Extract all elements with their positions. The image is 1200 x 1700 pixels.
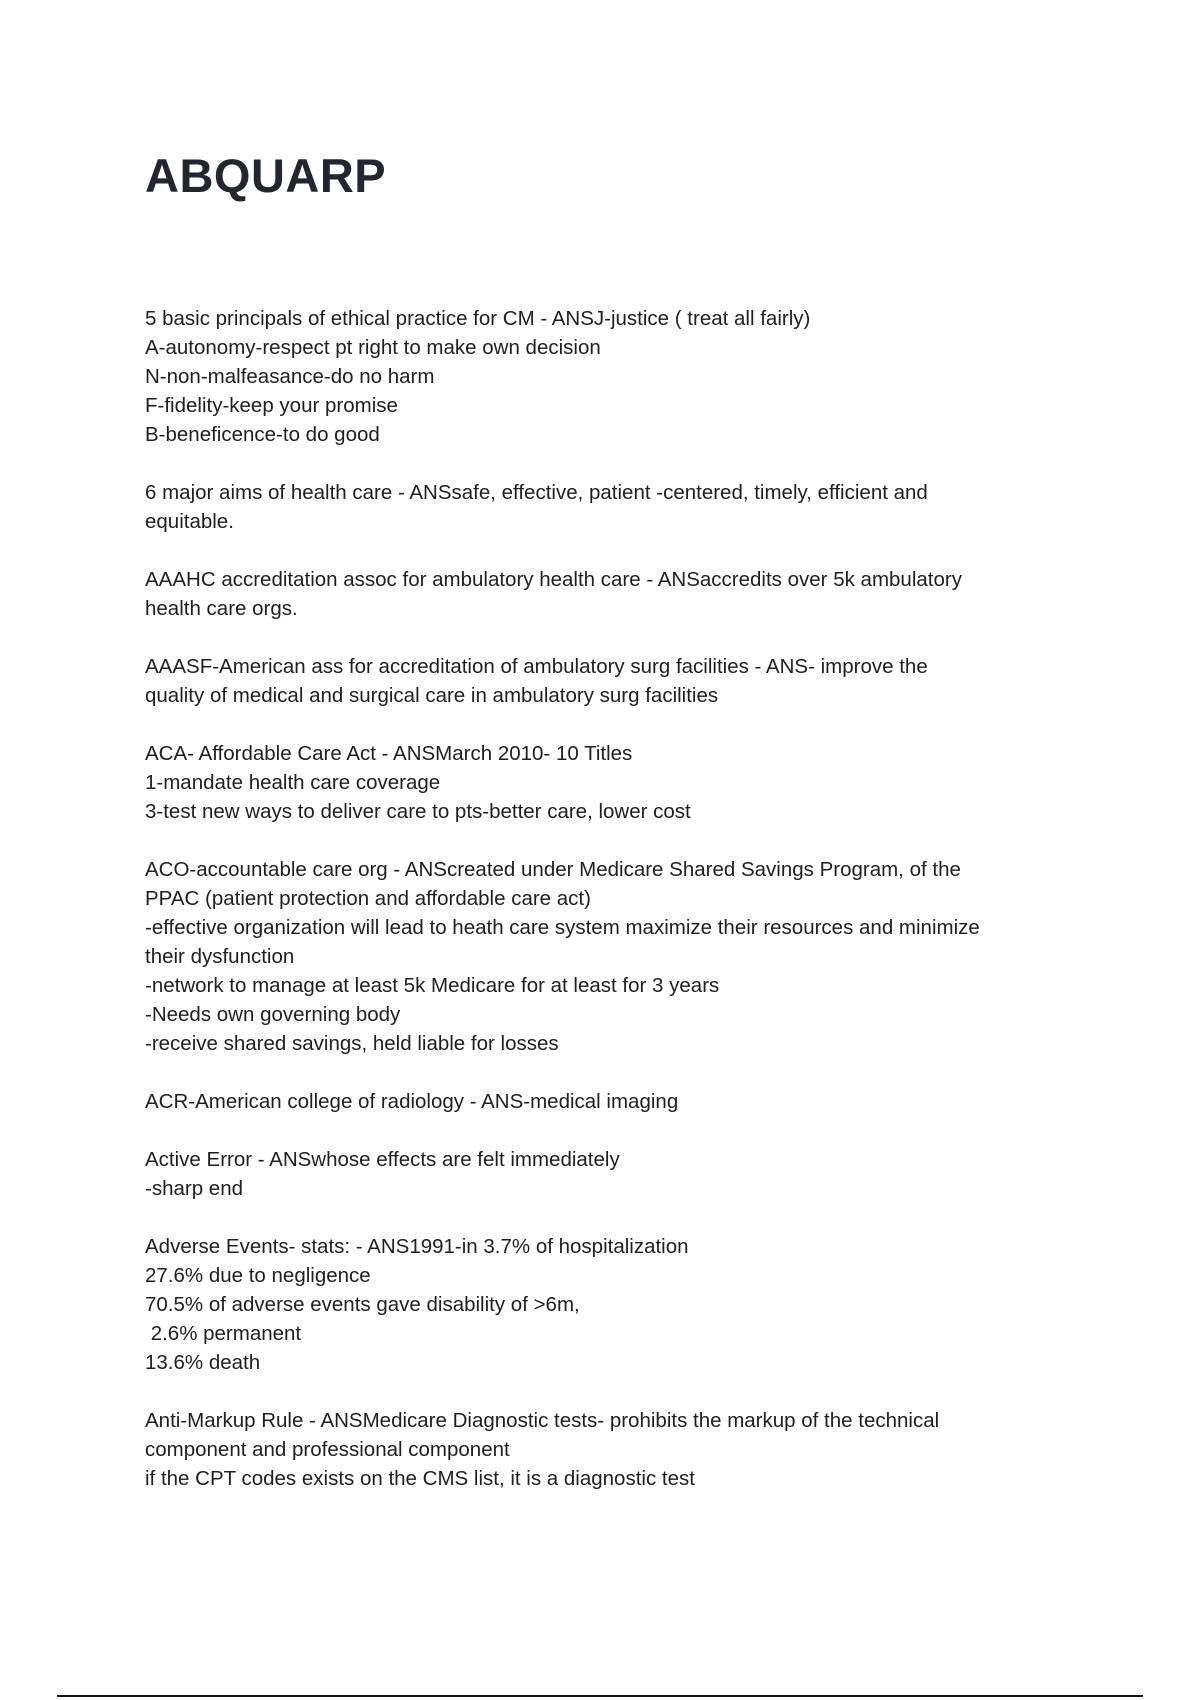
- entry-detail-line: B-beneficence-to do good: [145, 423, 380, 446]
- entry-detail-line: health care orgs.: [145, 597, 298, 620]
- page-title: ABQUARP: [145, 149, 387, 202]
- entry-detail-line: 3-test new ways to deliver care to pts-better care, lower cost: [145, 800, 691, 823]
- entry-term-line: 5 basic principals of ethical practice for CM - ANSJ-justice ( treat all fairly): [145, 307, 811, 330]
- entry-detail-line: 27.6% due to negligence: [145, 1264, 371, 1287]
- entry-detail-line: A-autonomy-respect pt right to make own decision: [145, 336, 601, 359]
- flashcard-entry: [145, 1406, 1065, 1493]
- entry-detail-line: if the CPT codes exists on the CMS list, it is a diagnostic test: [145, 1467, 695, 1490]
- entry-term-line: Anti-Markup Rule - ANSMedicare Diagnostic tests- prohibits the markup of the technical: [145, 1409, 940, 1432]
- entry-detail-line: their dysfunction: [145, 945, 295, 968]
- entry-term-line: ACR-American college of radiology - ANS-medical imaging: [145, 1090, 679, 1113]
- entry-detail-line: component and professional component: [145, 1438, 510, 1461]
- document-body: [145, 304, 1065, 1522]
- entry-detail-line: quality of medical and surgical care in ambulatory surg facilities: [145, 684, 719, 707]
- entry-detail-line: N-non-malfeasance-do no harm: [145, 365, 435, 388]
- entry-detail-line: -Needs own governing body: [145, 1003, 401, 1026]
- flashcard-entry: [145, 1087, 1065, 1116]
- entry-term-line: AAASF-American ass for accreditation of ambulatory surg facilities - ANS- improve the: [145, 655, 928, 678]
- entry-detail-line: -network to manage at least 5k Medicare for at least for 3 years: [145, 974, 720, 997]
- flashcard-entry: [145, 1145, 1065, 1203]
- flashcard-entry: [145, 478, 1065, 536]
- flashcard-entry: [145, 1232, 1065, 1377]
- entry-detail-line: 2.6% permanent: [145, 1322, 302, 1345]
- flashcard-entry: [145, 652, 1065, 710]
- entry-term-line: ACA- Affordable Care Act - ANSMarch 2010- 10 Titles: [145, 742, 633, 765]
- entry-detail-line: 70.5% of adverse events gave disability of >6m,: [145, 1293, 580, 1316]
- entry-detail-line: F-fidelity-keep your promise: [145, 394, 398, 417]
- entry-detail-line: 13.6% death: [145, 1351, 261, 1374]
- entry-term-line: ACO-accountable care org - ANScreated under Medicare Shared Savings Program, of the: [145, 858, 961, 881]
- flashcard-entry: [145, 739, 1065, 826]
- page-bottom-divider: [57, 1695, 1143, 1697]
- flashcard-entry: [145, 565, 1065, 623]
- entry-detail-line: -sharp end: [145, 1177, 244, 1200]
- entry-detail-line: 1-mandate health care coverage: [145, 771, 441, 794]
- entry-detail-line: -receive shared savings, held liable for losses: [145, 1032, 559, 1055]
- entry-term-line: Active Error - ANSwhose effects are felt immediately: [145, 1148, 620, 1171]
- entry-detail-line: equitable.: [145, 510, 234, 533]
- entry-term-line: 6 major aims of health care - ANSsafe, effective, patient -centered, timely, efficient and: [145, 481, 928, 504]
- flashcard-entry: [145, 304, 1065, 449]
- entry-term-line: Adverse Events- stats: - ANS1991-in 3.7% of hospitalization: [145, 1235, 689, 1258]
- entry-detail-line: PPAC (patient protection and affordable care act): [145, 887, 591, 910]
- flashcard-entry: [145, 855, 1065, 1058]
- entry-term-line: AAAHC accreditation assoc for ambulatory health care - ANSaccredits over 5k ambulatory: [145, 568, 962, 591]
- entry-detail-line: -effective organization will lead to heath care system maximize their resources and minimize: [145, 916, 980, 939]
